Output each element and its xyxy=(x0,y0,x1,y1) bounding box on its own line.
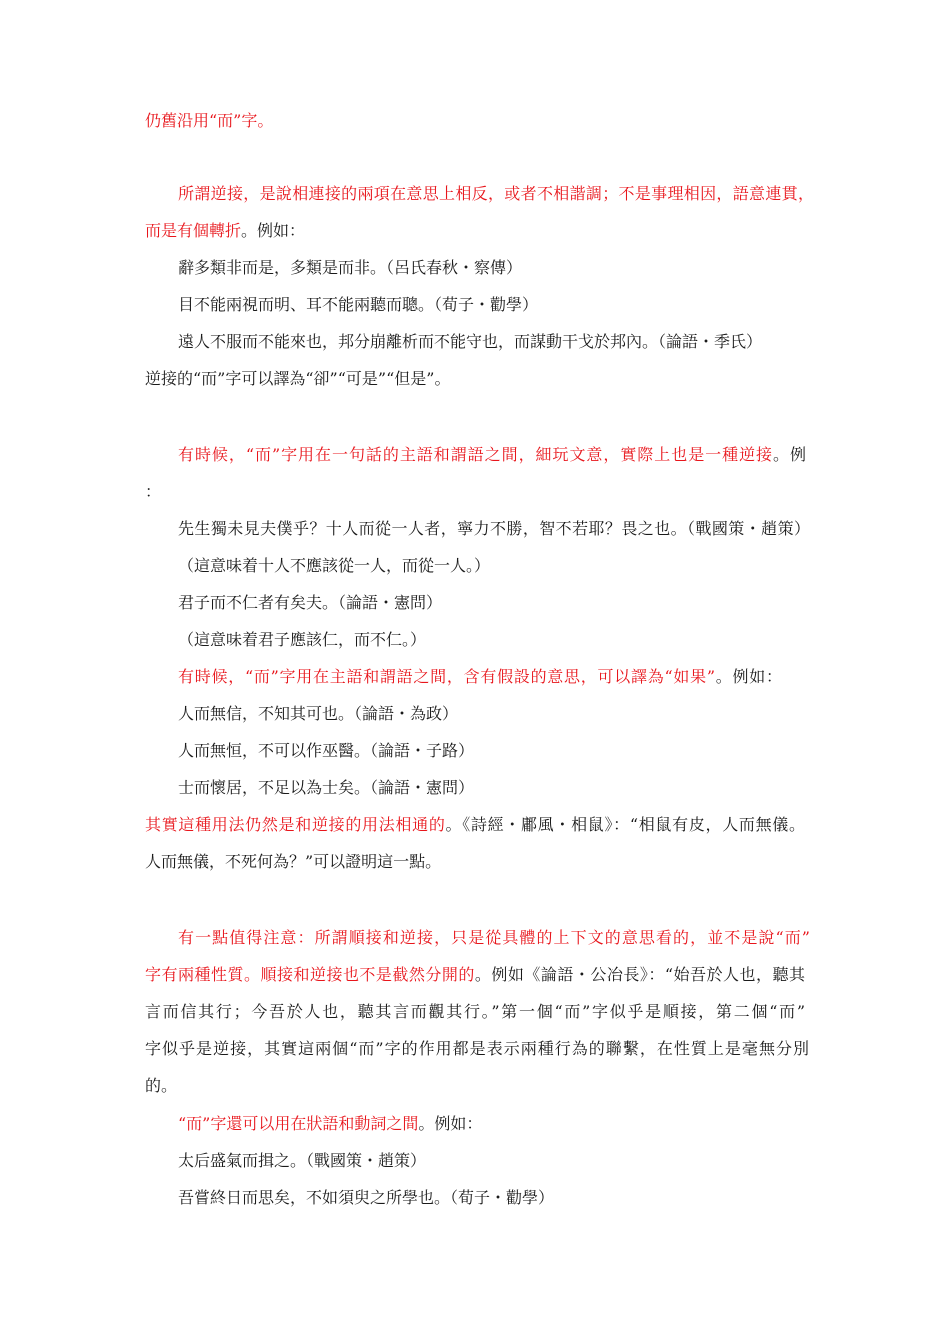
text-line xyxy=(145,1001,805,1023)
body-text: 言而信其行；今吾於人也，聽其言而觀其行。”第一個“而”字似乎是順接，第二個“而” xyxy=(145,1002,805,1021)
text-line xyxy=(178,1113,482,1135)
text-line xyxy=(145,964,805,986)
body-text: ： xyxy=(145,482,162,501)
text-line xyxy=(178,1187,554,1209)
highlighted-text: 字有兩種性質。順接和逆接也不是截然分開的 xyxy=(145,965,475,984)
text-line xyxy=(145,1075,177,1097)
text-line xyxy=(178,703,458,725)
text-line xyxy=(178,629,426,651)
text-line xyxy=(178,331,762,353)
highlighted-text: 有時候，“而”字用在一句話的主語和謂語之間，細玩文意，實際上也是一種逆接 xyxy=(178,445,774,464)
body-text: 士而懷居，不足以為士矣。（論語・憲問） xyxy=(178,778,475,797)
body-text: （這意味着君子應該仁，而不仁。） xyxy=(178,630,427,649)
text-line xyxy=(145,368,450,390)
body-text: 。例 xyxy=(773,445,806,464)
text-line xyxy=(178,592,442,614)
body-text: 遠人不服而不能來也，邦分崩離析而不能守也，而謀動干戈於邦內。（論語・季氏） xyxy=(178,332,763,351)
text-line xyxy=(145,814,805,836)
body-text: 的。 xyxy=(145,1076,178,1095)
highlighted-text: 有時候，“而”字用在主語和謂語之間，含有假設的意思，可以譯為“如果” xyxy=(178,667,716,686)
body-text: 人而無信，不知其可也。（論語・為政） xyxy=(178,704,459,723)
body-text: 目不能兩視而明、耳不能兩聽而聰。（荀子・勸學） xyxy=(178,295,539,314)
text-line xyxy=(178,555,490,577)
text-line xyxy=(145,220,305,242)
body-text: 。例如： xyxy=(418,1114,483,1133)
body-text: 。例如《論語・公冶長》：“始吾於人也，聽其 xyxy=(474,965,805,984)
text-line xyxy=(178,444,806,466)
body-text: 太后盛氣而揖之。（戰國策・趙策） xyxy=(178,1151,427,1170)
text-line xyxy=(145,481,161,503)
text-line xyxy=(178,927,810,949)
text-line xyxy=(178,740,474,762)
text-line xyxy=(178,1150,426,1172)
text-line xyxy=(145,1038,809,1060)
body-text: 。例如： xyxy=(715,667,782,686)
body-text: 字似乎是逆接，其實這兩個“而”字的作用都是表示兩種行為的聯繫，在性質上是毫無分別 xyxy=(145,1039,809,1058)
text-line xyxy=(178,777,474,799)
body-text: 人而無儀，不死何為？”可以證明這一點。 xyxy=(145,852,442,871)
body-text: 先生獨未見夫僕乎？十人而從一人者，寧力不勝，智不若耶？畏之也。（戰國策・趙策） xyxy=(178,519,810,538)
highlighted-text: 有一點值得注意：所謂順接和逆接，只是從具體的上下文的意思看的，並不是說“而” xyxy=(178,928,810,947)
body-text: 人而無恒，不可以作巫醫。（論語・子路） xyxy=(178,741,475,760)
body-text: （這意味着十人不應該從一人，而從一人。） xyxy=(178,556,491,575)
body-text: 逆接的“而”字可以譯為“卻”“可是”“但是”。 xyxy=(145,369,451,388)
highlighted-text: 所謂逆接，是說相連接的兩項在意思上相反，或者不相諧調；不是事理相因，語意連貫， xyxy=(178,184,814,203)
text-line xyxy=(145,851,441,873)
text-line xyxy=(178,257,522,279)
body-text: 。《詩經・鄘風・相鼠》：“相鼠有皮，人而無儀。 xyxy=(445,815,805,834)
text-line xyxy=(178,666,782,688)
highlighted-text: 其實這種用法仍然是和逆接的用法相通的 xyxy=(145,815,446,834)
body-text: 君子而不仁者有矣夫。（論語・憲問） xyxy=(178,593,443,612)
highlighted-text: “而”字還可以用在狀語和動詞之間 xyxy=(178,1114,419,1133)
body-text: 吾嘗終日而思矣，不如須臾之所學也。（荀子・勸學） xyxy=(178,1188,555,1207)
text-line xyxy=(178,294,538,316)
body-text: 辭多類非而是，多類是而非。（呂氏春秋・察傳） xyxy=(178,258,523,277)
text-line xyxy=(145,110,273,132)
highlighted-text: 而是有個轉折 xyxy=(145,221,242,240)
text-line xyxy=(178,183,814,205)
highlighted-text: 仍舊沿用“而”字。 xyxy=(145,111,274,130)
body-text: 。例如： xyxy=(241,221,306,240)
text-line xyxy=(178,518,810,540)
